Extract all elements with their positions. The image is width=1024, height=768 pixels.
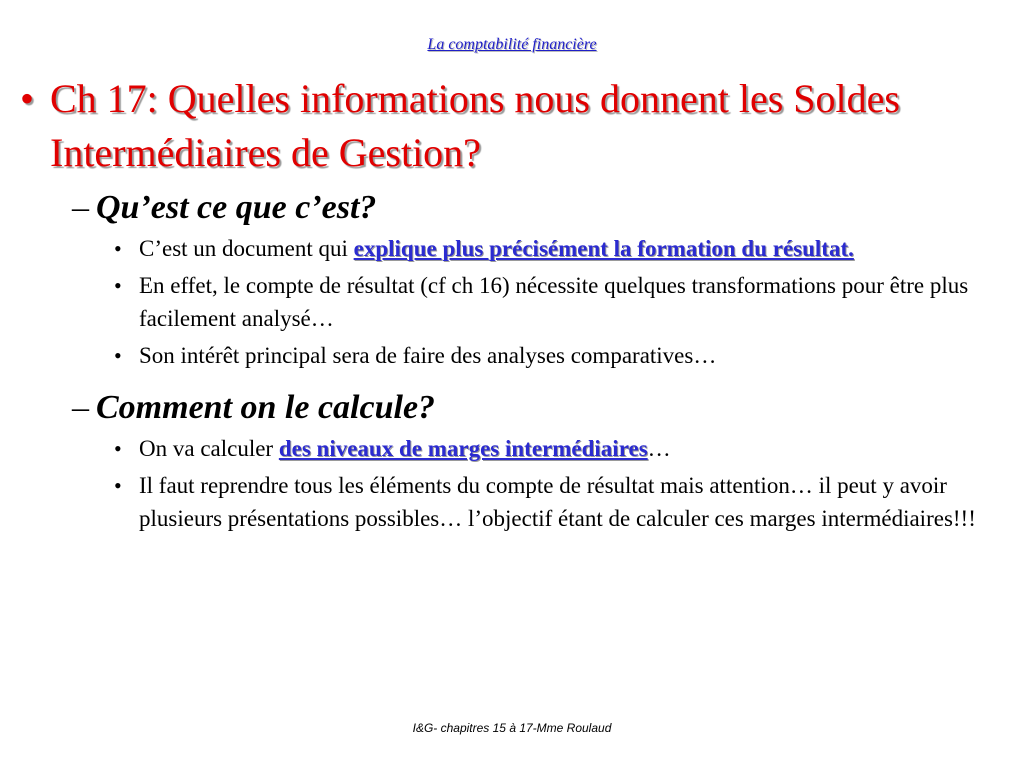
item-text: Il faut reprendre tous les éléments du compte de résultat mais attention… il peut y avoir plusieurs présentations possibles… l’objectif étant de calculer ces marges intermédiaires!!! <box>139 473 976 531</box>
sub-bullet-icon: • <box>114 473 122 498</box>
list-item <box>114 339 990 372</box>
highlight-text: des niveaux de marges intermédiaires <box>278 436 648 461</box>
slide-content <box>20 72 990 535</box>
highlight-text: explique plus précisément la formation du résultat. <box>353 236 854 261</box>
list-item <box>114 469 990 535</box>
list-item <box>114 269 990 335</box>
slide-header-title: La comptabilité financière <box>427 36 597 53</box>
bullet-icon: • <box>20 76 35 121</box>
item-text: On va calculer <box>139 436 279 461</box>
item-text: En effet, le compte de résultat (cf ch 16) nécessite quelques transformations pour être plus facilement analysé… <box>139 273 969 331</box>
dash-icon: – <box>72 189 89 226</box>
main-heading-text: Ch 17: Quelles informations nous donnent les Soldes Intermédiaires de Gestion? <box>50 76 900 175</box>
item-text-after: … <box>647 436 671 461</box>
item-text: C’est un document qui <box>139 236 354 261</box>
section-title: Qu’est ce que c’est? <box>96 189 377 226</box>
sub-bullet-icon: • <box>114 273 122 298</box>
sub-bullet-icon: • <box>114 236 122 261</box>
list-item <box>114 432 990 465</box>
section-heading-how <box>72 388 990 428</box>
main-heading <box>20 72 990 180</box>
section-heading-what <box>72 188 990 228</box>
slide-footer: I&G- chapitres 15 à 17-Mme Roulaud <box>412 721 612 735</box>
dash-icon: – <box>72 389 89 426</box>
item-text: Son intérêt principal sera de faire des analyses comparatives… <box>139 343 717 368</box>
sub-bullet-icon: • <box>114 343 122 368</box>
list-item <box>114 232 990 265</box>
section-title: Comment on le calcule? <box>96 389 436 426</box>
sub-bullet-icon: • <box>114 436 122 461</box>
